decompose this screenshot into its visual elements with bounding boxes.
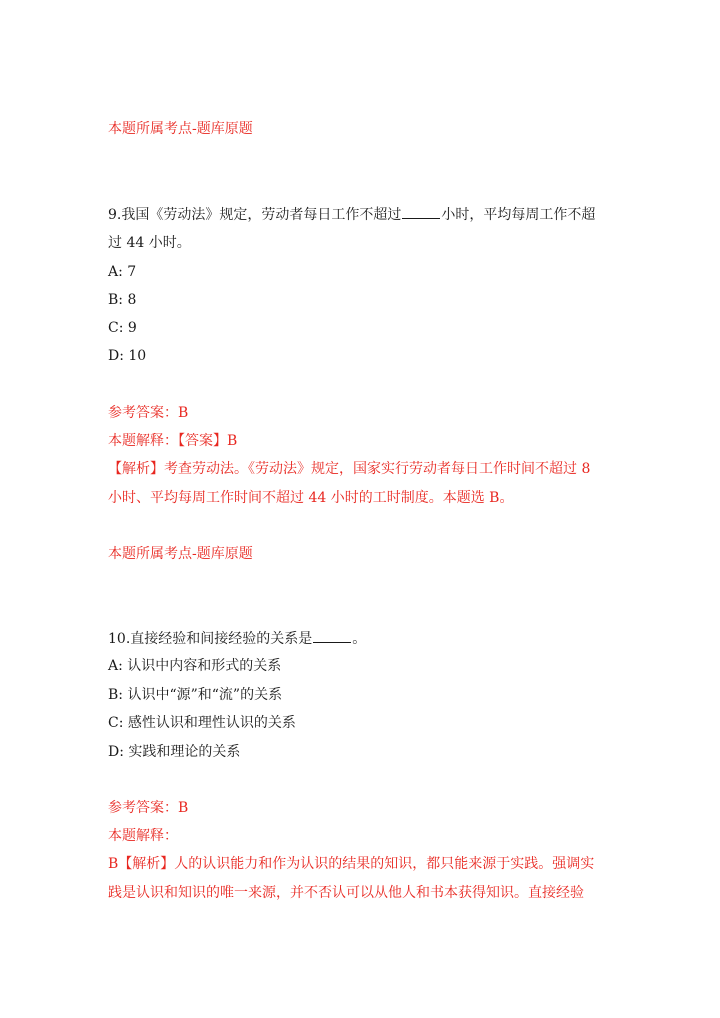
q10-stem [108,628,366,649]
q9-option-b: B: 8 [108,292,137,308]
q8-source: 本题所属考点-题库原题 [108,121,253,137]
q10-answer: 参考答案：B [108,800,189,816]
q10-explain-line2: 践是认识和知识的唯一来源，并不否认可以从他人和书本获得知识。直接经验 [108,885,584,901]
q10-option-c: C: 感性认识和理性认识的关系 [108,715,296,731]
q9-stem-text-cont: 小时，平均每周工作不超 [441,207,596,223]
q10-option-d: D: 实践和理论的关系 [108,744,241,760]
q10-explain-line1: B【解析】人的认识能力和作为认识的结果的知识，都只能来源于实践。强调实 [108,856,595,872]
q9-answer: 参考答案：B [108,405,189,421]
q9-stem-text: 9.我国《劳动法》规定，劳动者每日工作不超过 [108,207,402,223]
q9-option-c: C: 9 [108,320,137,336]
q9-blank [402,204,440,219]
q10-stem-text: 10.直接经验和间接经验的关系是 [108,631,313,647]
q9-explain-line1: 【解析】考查劳动法。《劳动法》规定，国家实行劳动者每日工作时间不超过 8 [108,461,591,477]
q10-blank [313,628,351,643]
q9-stem-line2: 过 44 小时。 [108,235,191,251]
q9-stem-line1 [108,204,595,225]
q9-option-d: D: 10 [108,348,147,364]
q10-explain-title: 本题解释： [108,828,178,844]
q9-explain-line2: 小时、平均每周工作时间不超过 44 小时的工时制度。本题选 B。 [108,490,514,506]
q10-stem-end: 。 [352,631,367,647]
q9-source: 本题所属考点-题库原题 [108,546,253,562]
q9-explain-title: 本题解释：【答案】B [108,433,238,449]
q10-option-a: A: 认识中内容和形式的关系 [108,658,282,674]
q10-option-b: B: 认识中“源”和“流”的关系 [108,687,283,703]
q9-option-a: A: 7 [108,264,137,280]
